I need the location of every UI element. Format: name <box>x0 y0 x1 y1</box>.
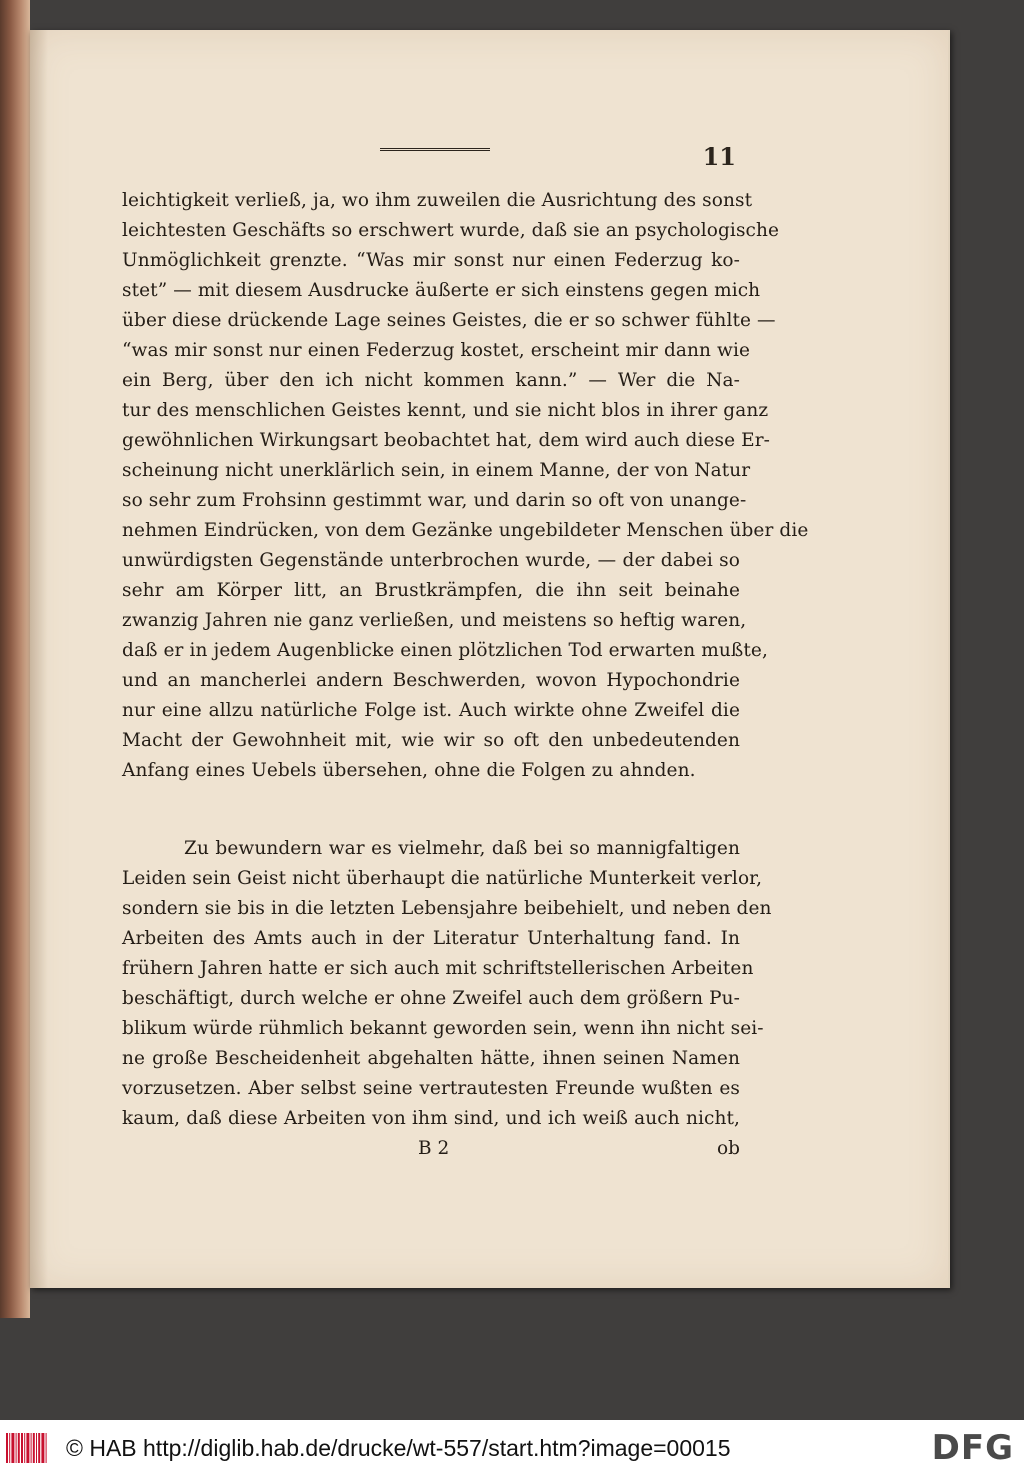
text-line: sehr am Körper litt, an Brustkrämpfen, die ihn seit beinahe <box>122 580 740 601</box>
text-line: über diese drückende Lage seines Geistes, die er so schwer fühlte — <box>122 310 776 331</box>
footer-bar <box>0 1420 1024 1476</box>
text-line: Leiden sein Geist nicht überhaupt die natürliche Munterkeit verlor, <box>122 868 763 889</box>
copyright-url[interactable]: © HAB http://diglib.hab.de/drucke/wt-557/start.htm?image=00015 <box>66 1434 731 1461</box>
paragraph-2 <box>122 834 772 1134</box>
text-line: nehmen Eindrücken, von dem Gezänke ungebildeter Menschen über die <box>122 520 809 541</box>
text-line: unwürdigsten Gegenstände unterbrochen wurde, — der dabei so <box>122 550 740 571</box>
text-line: scheinung nicht unerklärlich sein, in einem Manne, der von Natur <box>122 460 751 481</box>
text-line: Macht der Gewohnheit mit, wie wir so oft den unbedeutenden <box>122 730 740 751</box>
text-line: Zu bewundern war es vielmehr, daß bei so mannigfaltigen <box>184 838 740 859</box>
text-line: leichtesten Geschäfts so erschwert wurde, daß sie an psychologische <box>122 220 780 241</box>
text-line: und an mancherlei andern Beschwerden, wovon Hypochondrie <box>122 670 740 691</box>
text-line: sondern sie bis in die letzten Lebensjahre beibehielt, und neben den <box>122 898 772 919</box>
paragraph-1 <box>122 186 809 786</box>
text-line: Unmöglichkeit grenzte. “Was mir sonst nur einen Federzug ko- <box>122 250 740 271</box>
header-rule <box>380 148 490 151</box>
page-footer-line <box>122 1134 740 1164</box>
text-line: leichtigkeit verließ, ja, wo ihm zuweilen die Ausrichtung des sonst <box>122 190 753 211</box>
text-line: daß er in jedem Augenblicke einen plötzlichen Tod erwarten mußte, <box>122 640 768 661</box>
text-line: vorzusetzen. Aber selbst seine vertrautesten Freunde wußten es <box>122 1078 740 1099</box>
text-line: frühern Jahren hatte er sich auch mit schriftstellerischen Arbeiten <box>122 958 754 979</box>
text-line: nur eine allzu natürliche Folge ist. Auch wirkte ohne Zweifel die <box>122 700 740 721</box>
text-line: zwanzig Jahren nie ganz verließen, und meistens so heftig waren, <box>122 610 747 631</box>
text-line: ne große Bescheidenheit abgehalten hätte, ihnen seinen Namen <box>122 1048 740 1069</box>
text-line: stet” — mit diesem Ausdrucke äußerte er sich einstens gegen mich <box>122 280 761 301</box>
page-text <box>122 186 809 1164</box>
text-line: kaum, daß diese Arbeiten von ihm sind, und ich weiß auch nicht, <box>122 1108 740 1129</box>
hab-barcode-logo-icon[interactable] <box>4 1430 52 1466</box>
text-line: blikum würde rühmlich bekannt geworden sein, wenn ihn nicht sei- <box>122 1018 764 1039</box>
dfg-logo[interactable]: DFG <box>931 1428 1014 1468</box>
text-line: tur des menschlichen Geistes kennt, und sie nicht blos in ihrer ganz <box>122 400 769 421</box>
printer-signature: B 2 <box>418 1138 450 1159</box>
text-line: beschäftigt, durch welche er ohne Zweifel auch dem größern Pu- <box>122 988 740 1009</box>
text-line: ein Berg, über den ich nicht kommen kann.” — Wer die Na- <box>122 370 740 391</box>
paragraph-gap <box>122 786 740 834</box>
previous-page-edge <box>0 0 30 1318</box>
text-line: gewöhnlichen Wirkungsart beobachtet hat, dem wird auch diese Er- <box>122 430 771 451</box>
page-number: 11 <box>702 142 736 171</box>
text-line: so sehr zum Frohsinn gestimmt war, und darin so oft von unange- <box>122 490 747 511</box>
book-page <box>30 30 950 1288</box>
text-line: Arbeiten des Amts auch in der Literatur Unterhaltung fand. In <box>122 928 740 949</box>
page-gutter-shadow <box>30 30 48 1288</box>
catchword: ob <box>717 1138 740 1159</box>
text-line: “was mir sonst nur einen Federzug kostet, erscheint mir dann wie <box>122 340 751 361</box>
text-line: Anfang eines Uebels übersehen, ohne die Folgen zu ahnden. <box>122 760 696 781</box>
